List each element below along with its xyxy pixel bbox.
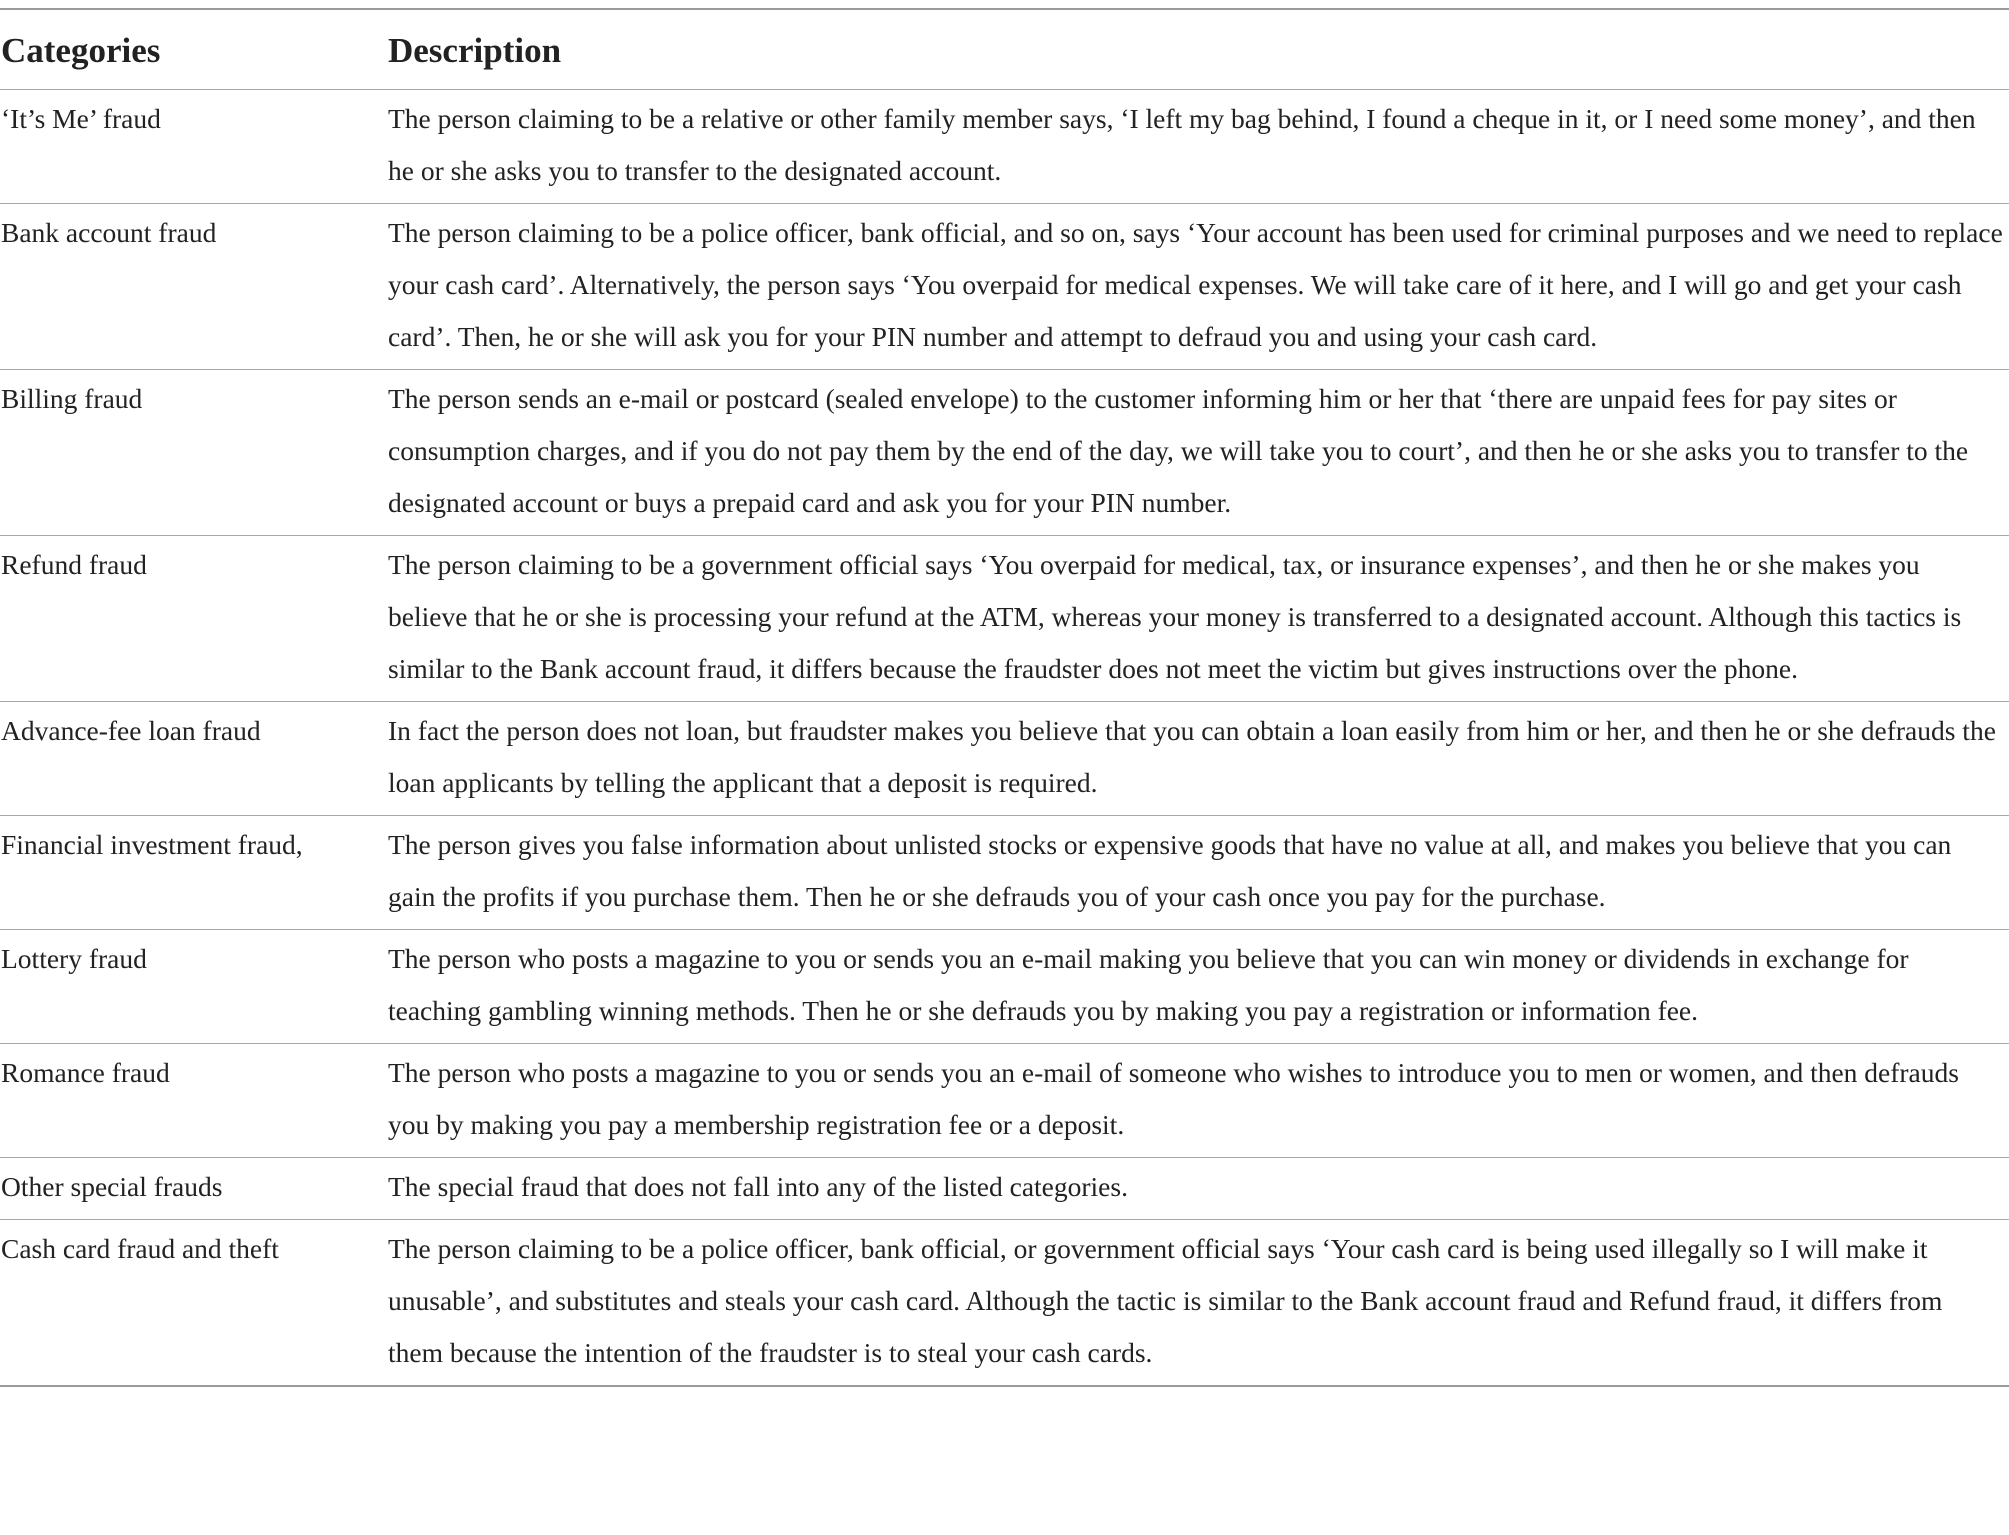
category-cell: Financial investment fraud,: [1, 829, 303, 860]
header-description: Description: [388, 30, 562, 70]
header-categories: Categories: [1, 30, 161, 70]
category-cell: Romance fraud: [1, 1057, 170, 1088]
category-cell: Refund fraud: [1, 549, 147, 580]
description-cell: The person claiming to be a government official says ‘You overpaid for medical, tax, or insurance expenses’, and then he or she makes you believe that he or she is processing your refund at the ATM, whereas your money is transferred to a designated account. Although this tactics is similar to the Bank account fraud, it differs because the fraudster does not meet the victim but gives instructions over the phone.: [388, 549, 1962, 684]
description-cell: The person claiming to be a police officer, bank official, or government official says ‘Your cash card is being used illegally so I will make it unusable’, and substitutes and steals your cash card. Although the tactic is similar to the Bank account fraud and Refund fraud, it differs from them because the intention of the fraudster is to steal your cash cards.: [388, 1233, 1943, 1368]
category-cell: Billing fraud: [1, 383, 143, 414]
table-row: [0, 369, 2009, 535]
category-cell: Lottery fraud: [1, 943, 147, 974]
category-cell: Advance-fee loan fraud: [1, 715, 261, 746]
table-row: [0, 1043, 2009, 1157]
category-cell: Bank account fraud: [1, 217, 217, 248]
description-cell: The person claiming to be a relative or other family member says, ‘I left my bag behind, I found a cheque in it, or I need some money’, and then he or she asks you to transfer to the designated account.: [388, 103, 1976, 186]
table-row: [0, 89, 2009, 203]
description-cell: The person gives you false information about unlisted stocks or expensive goods that have no value at all, and makes you believe that you can gain the profits if you purchase them. Then he or she defrauds you of your cash once you pay for the purchase.: [388, 829, 1952, 912]
description-cell: The person claiming to be a police officer, bank official, and so on, says ‘Your account has been used for criminal purposes and we need to replace your cash card’. Alternatively, the person says ‘You overpaid for medical expenses. We will take care of it here, and I will go and get your cash card’. Then, he or she will ask you for your PIN number and attempt to defraud you and using your cash card.: [388, 217, 2003, 352]
table-body: [0, 89, 2009, 1385]
category-cell: Cash card fraud and theft: [1, 1233, 279, 1264]
table-header-row: [0, 10, 2009, 89]
table-row: [0, 929, 2009, 1043]
category-cell: Other special frauds: [1, 1171, 223, 1202]
description-cell: The person who posts a magazine to you or sends you an e-mail of someone who wishes to introduce you to men or women, and then defrauds you by making you pay a membership registration fee or a deposit.: [388, 1057, 1959, 1140]
description-cell: The person who posts a magazine to you or sends you an e-mail making you believe that you can win money or dividends in exchange for teaching gambling winning methods. Then he or she defrauds you by making you pay a registration or information fee.: [388, 943, 1909, 1026]
fraud-categories-table: [0, 8, 2009, 1387]
description-cell: The person sends an e-mail or postcard (sealed envelope) to the customer informing him or her that ‘there are unpaid fees for pay sites or consumption charges, and if you do not pay them by the end of the day, we will take you to court’, and then he or she asks you to transfer to the designated account or buys a prepaid card and ask you for your PIN number.: [388, 383, 1969, 518]
table-row: [0, 701, 2009, 815]
table-row: [0, 1157, 2009, 1219]
category-cell: ‘It’s Me’ fraud: [1, 103, 161, 134]
description-cell: In fact the person does not loan, but fraudster makes you believe that you can obtain a loan easily from him or her, and then he or she defrauds the loan applicants by telling the applicant that a deposit is required.: [388, 715, 1996, 798]
description-cell: The special fraud that does not fall into any of the listed categories.: [388, 1171, 1128, 1202]
table-row: [0, 203, 2009, 369]
table-row: [0, 1219, 2009, 1385]
table-row: [0, 535, 2009, 701]
table-row: [0, 815, 2009, 929]
